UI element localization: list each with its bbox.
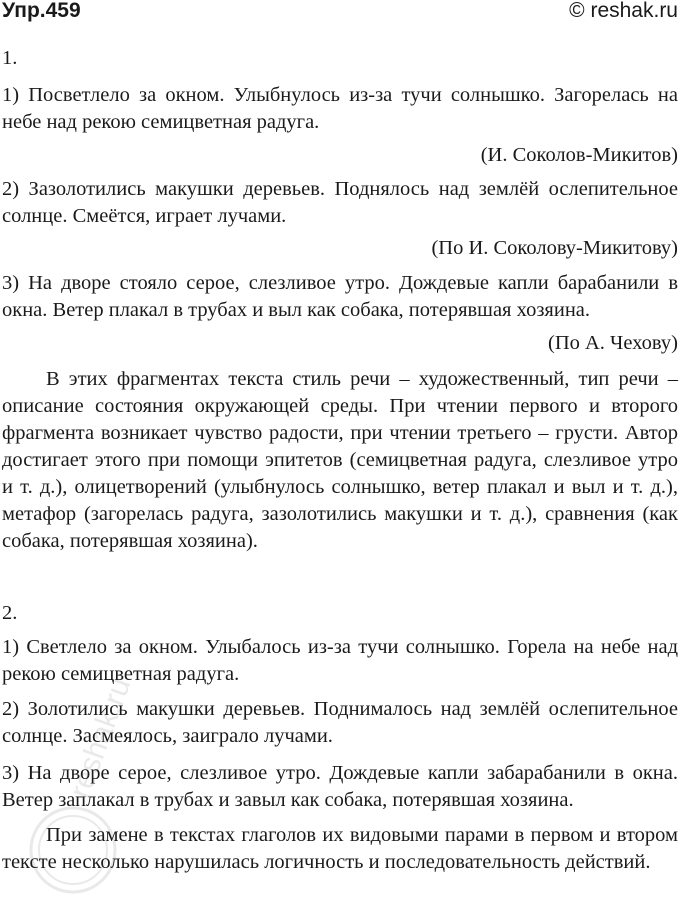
part1-item-2: 2) Зазолотились макушки деревьев. Поднялось над землёй ослепительное солнце. Смеётся, играет лучами. — [2, 178, 678, 227]
part2-item-3: 3) На дворе серое, слезливое утро. Дождевые капли забарабанили в окна. Ветер заплакал в трубах и завыл как собака, потерявшая хозяина. — [2, 762, 678, 811]
exercise-title: Упр.459 — [2, 0, 81, 22]
part1-author-3: (По А. Чехову) — [548, 332, 678, 354]
part1-analysis: В этих фрагментах текста стиль речи – художественный, тип речи – описание состояния окружающей среды. При чтении первого и второго фрагмента возникает чувство радости, при чтении третьего – грусти. Автор достигает этого при помощи эпитетов (семицветная радуга, слезливое утро и т. д.), олицетворений (улыбнулось солнышко, ветер плакал и выл и т. д.), метафор (загорелась радуга, зазолотились макушки и т. д.), сравнения (как собака, потерявшая хозяина). — [2, 368, 678, 552]
part2-number: 2. — [2, 602, 18, 624]
part2-conclusion: При замене в текстах глаголов их видовыми парами в первом и втором тексте несколько нарушилась логичность и последовательность действий. — [2, 824, 678, 873]
part1-item-3: 3) На дворе стояло серое, слезливое утро. Дождевые капли барабанили в окна. Ветер плакал в трубах и выл как собака, потерявшая хозяина. — [2, 272, 678, 321]
watermark-text: reshak.ru — [63, 673, 138, 803]
part2-item-2: 2) Золотились макушки деревьев. Поднималось над землёй ослепительное солнце. Засмеялось, заиграло лучами. — [2, 698, 678, 747]
site-credit: © reshak.ru — [569, 0, 678, 22]
part1-author-1: (И. Соколов-Микитов) — [480, 144, 678, 166]
header — [2, 0, 678, 24]
part1-author-2: (По И. Соколову-Микитову) — [431, 237, 678, 259]
part2-item-1: 1) Светлело за окном. Улыбалось из-за тучи солнышко. Горела на небе над рекою семицветная радуга. — [2, 636, 678, 685]
part1-item-1: 1) Посветлело за окном. Улыбнулось из-за тучи солнышко. Загорелась на небе над рекою семицветная радуга. — [2, 84, 678, 133]
part1-number: 1. — [2, 47, 18, 69]
